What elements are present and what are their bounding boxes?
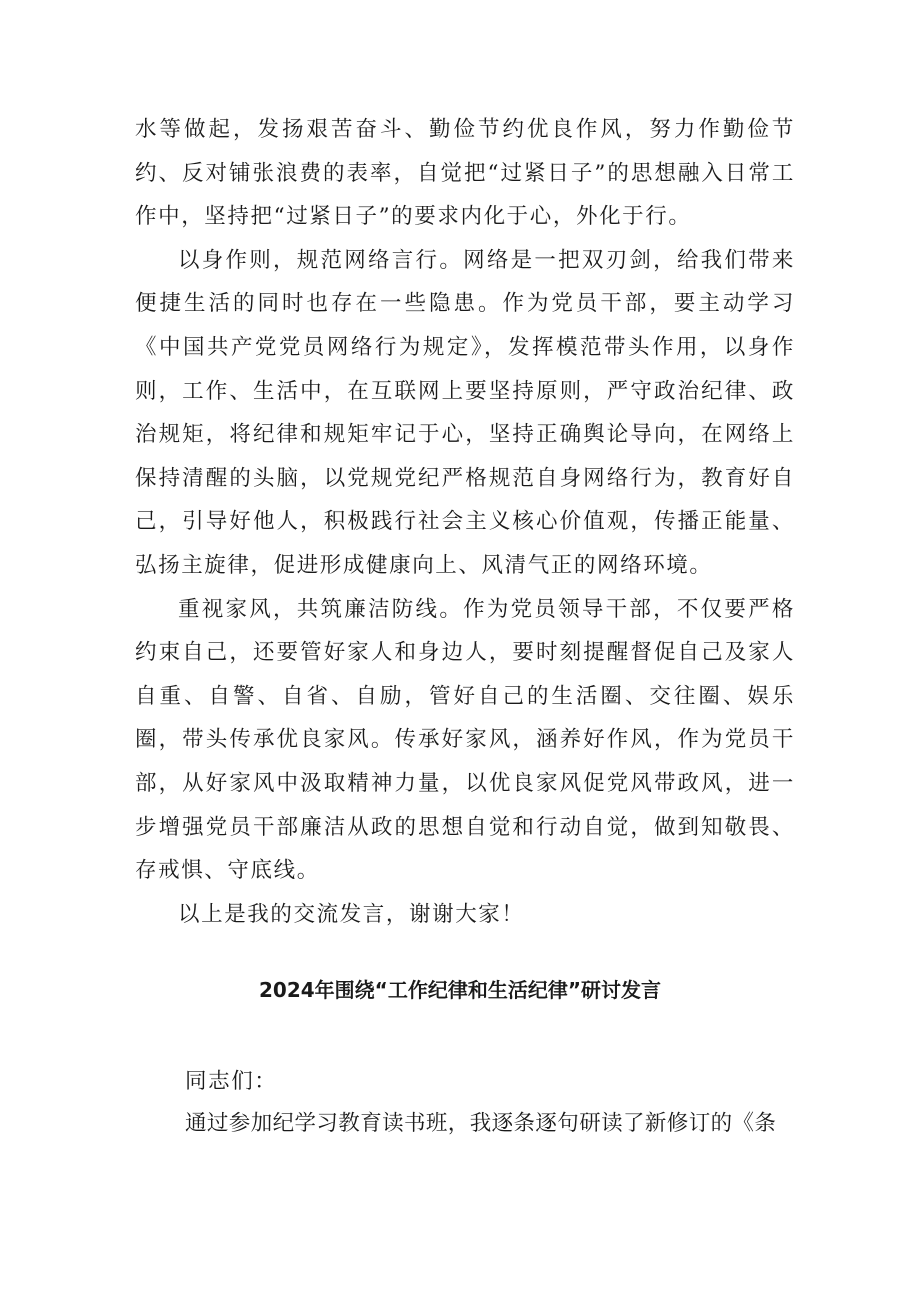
paragraph-online-conduct: 以身作则，规范网络言行。网络是一把双刃剑，给我们带来便捷生活的同时也存在一些隐患。作为党员干部，要主动学习《中国共产党党员网络行为规定》，发挥模范带头作用，以身作则，工作、生活中，在互联网上要坚持原则，严守政治纪律、政治规矩，将纪律和规矩牢记于心，坚持正确舆论导向，在网络上保持清醒的头脑，以党规党纪严格规范自身网络行为，教育好自己，引导好他人，积极践行社会主义核心价值观，传播正能量、弘扬主旋律，促进形成健康向上、风清气正的网络环境。 [135,247,795,578]
speech-body [135,108,795,936]
paragraph-opening: 通过参加纪学习教育读书班，我逐条逐句研读了新修订的《条 [185,1111,777,1136]
section-title: 2024年围绕“工作纪律和生活纪律”研讨发言 [259,978,661,1002]
paragraph-closing-thanks: 以上是我的交流发言，谢谢大家！ [178,901,525,927]
salutation: 同志们： [185,1069,278,1094]
paragraph-frugality-continuation: 水等做起，发扬艰苦奋斗、勤俭节约优良作风，努力作勤俭节约、反对铺张浪费的表率，自觉把“过紧日子”的思想融入日常工作中，坚持把“过紧日子”的要求内化于心，外化于行。 [135,117,795,230]
paragraph-family-tradition: 重视家风，共筑廉洁防线。作为党员领导干部，不仅要严格约束自己，还要管好家人和身边人，要时刻提醒督促自己及家人自重、自警、自省、自励，管好自己的生活圈、交往圈、娱乐圈，带头传承优良家风。传承好家风，涵养好作风，作为党员干部，从好家风中汲取精神力量，以优良家风促党风带政风，进一步增强党员干部廉洁从政的思想自觉和行动自觉，做到知敬畏、存戒惧、守底线。 [135,596,795,884]
